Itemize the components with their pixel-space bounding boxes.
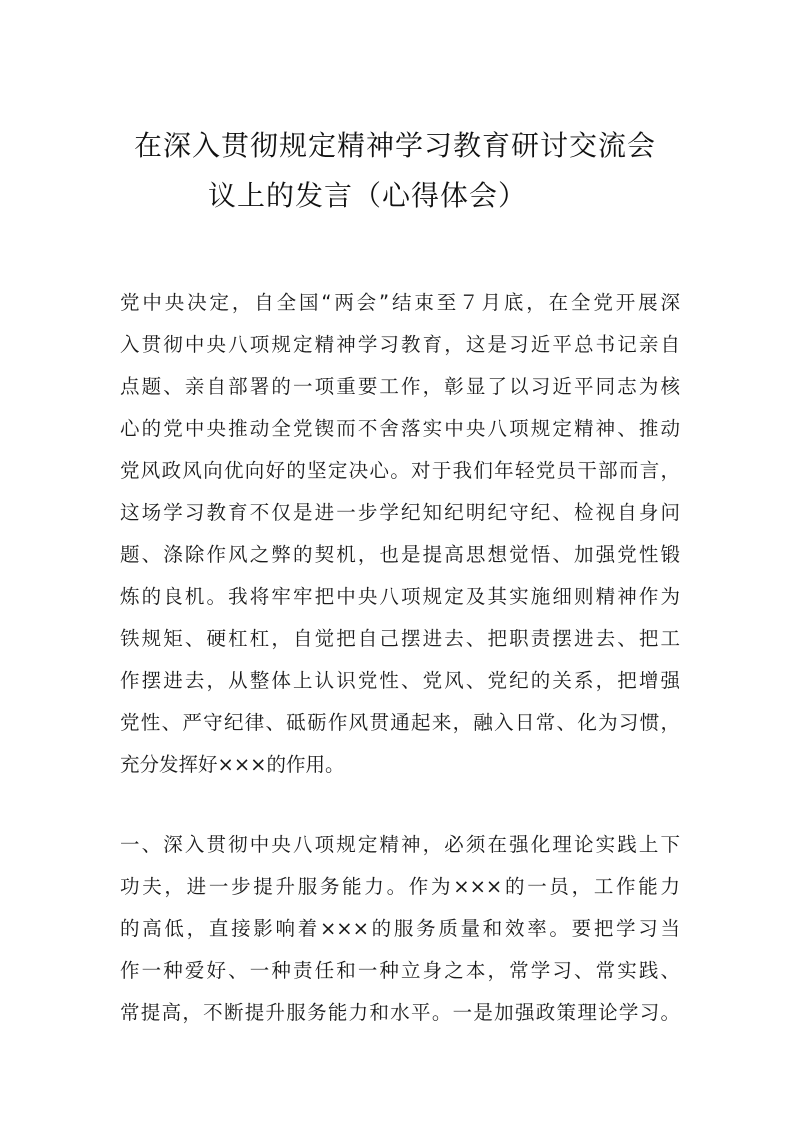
paragraph-line: 常提高，不断提升服务能力和水平。一是加强政策理论学习。 bbox=[120, 1001, 680, 1024]
paragraph-line: 党风政风向优向好的坚定决心。对于我们年轻党员干部而言， bbox=[120, 459, 680, 482]
paragraph-line: 党中央决定，自全国“两会”结束至７月底，在全党开展深 bbox=[120, 291, 680, 314]
paragraph-line: 入贯彻中央八项规定精神学习教育，这是习近平总书记亲自 bbox=[120, 333, 680, 356]
paragraph-line: 的高低，直接影响着×××的服务质量和效率。要把学习当 bbox=[120, 917, 680, 940]
paragraph-line: 作一种爱好、一种责任和一种立身之本，常学习、常实践、 bbox=[120, 959, 680, 982]
paragraph-line: 这场学习教育不仅是进一步学纪知纪明纪守纪、检视自身问 bbox=[120, 501, 680, 524]
paragraph-line: 题、涤除作风之弊的契机，也是提高思想觉悟、加强党性锻 bbox=[120, 543, 680, 566]
paragraph-line: 炼的良机。我将牢牢把中央八项规定及其实施细则精神作为 bbox=[120, 585, 680, 608]
paragraph-line: 作摆进去，从整体上认识党性、党风、党纪的关系，把增强 bbox=[120, 669, 680, 692]
paragraph-line: 一、深入贯彻中央八项规定精神，必须在强化理论实践上下 bbox=[120, 833, 680, 856]
paragraph-line: 充分发挥好×××的作用。 bbox=[120, 753, 345, 776]
paragraph-line: 铁规矩、硬杠杠，自觉把自己摆进去、把职责摆进去、把工 bbox=[120, 627, 680, 650]
paragraph-line: 党性、严守纪律、砥砺作风贯通起来，融入日常、化为习惯， bbox=[120, 711, 680, 734]
paragraph-line: 点题、亲自部署的一项重要工作，彰显了以习近平同志为核 bbox=[120, 375, 680, 398]
paragraph-line: 功夫，进一步提升服务能力。作为×××的一员，工作能力 bbox=[120, 875, 680, 898]
paragraph-line: 心的党中央推动全党锲而不舍落实中央八项规定精神、推动 bbox=[120, 417, 680, 440]
document-title-line-2: 议上的发言（心得体会） bbox=[208, 179, 528, 212]
document-title-line-1: 在深入贯彻规定精神学习教育研讨交流会 bbox=[134, 129, 657, 162]
